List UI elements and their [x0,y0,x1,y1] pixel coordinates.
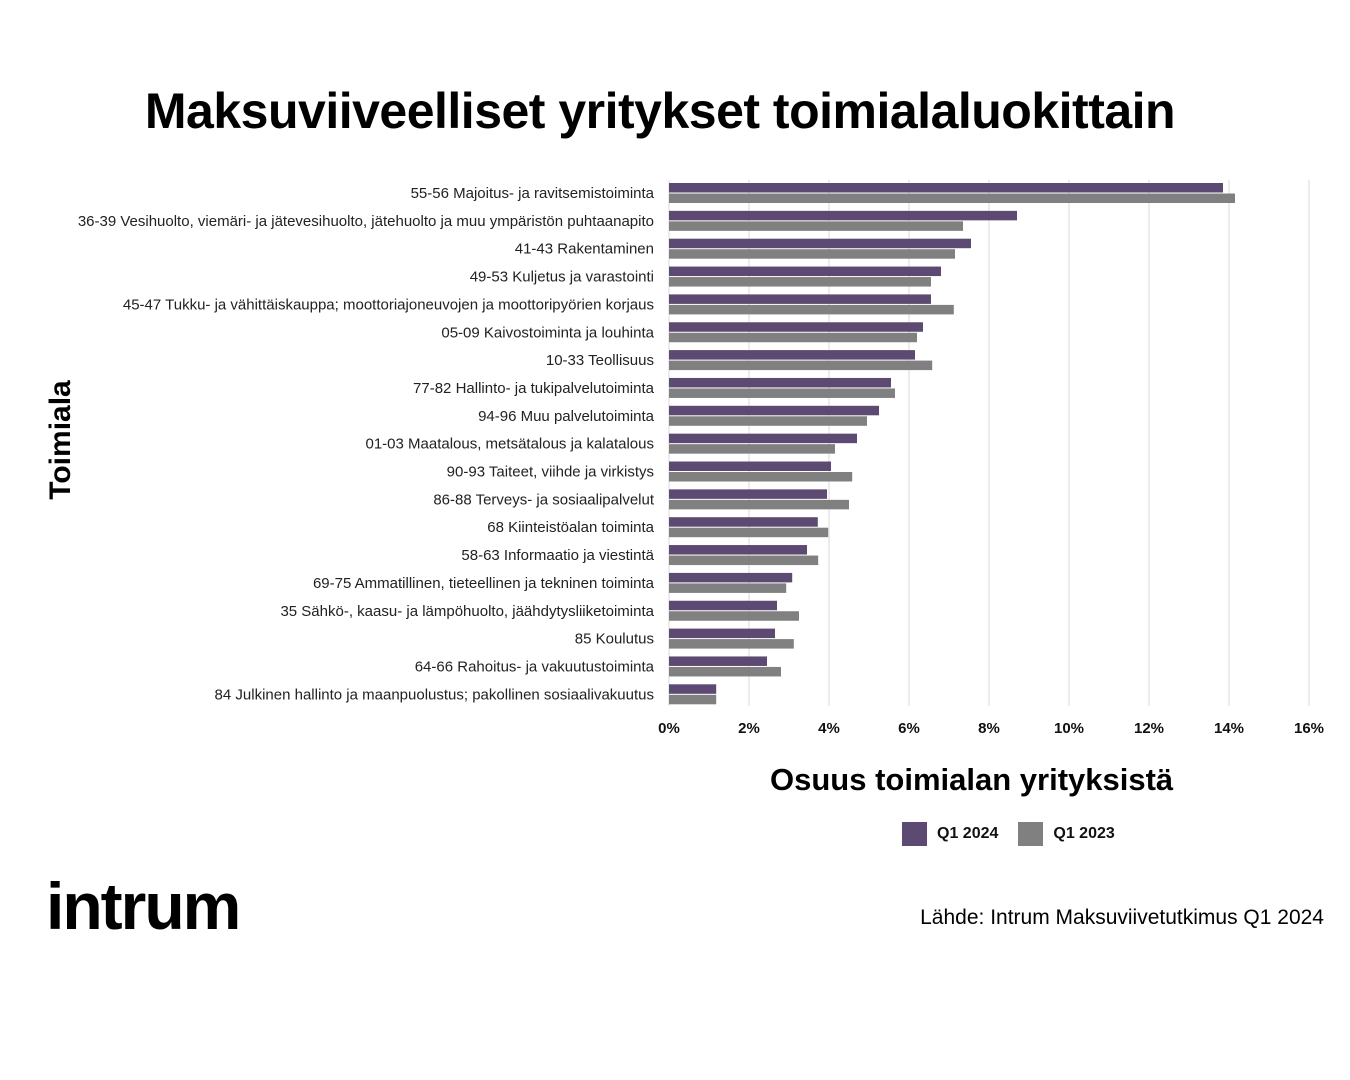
category-label: 85 Koulutus [574,630,654,648]
bar-q1-2024 [669,629,775,639]
bar-q1-2024 [669,656,767,666]
bar-q1-2024 [669,378,891,388]
category-label: 10-33 Teollisuus [545,352,654,370]
bar-q1-2023 [669,194,1235,204]
bar-q1-2024 [669,322,923,332]
legend-label: Q1 2023 [1053,825,1115,842]
category-label: 01-03 Maatalous, metsätalous ja kalatalous [365,435,654,453]
bar-q1-2023 [669,333,917,343]
bar-q1-2024 [669,406,879,416]
category-label: 84 Julkinen hallinto ja maanpuolustus; pakollinen sosiaalivakuutus [214,686,654,704]
bar-q1-2023 [669,416,867,426]
bar-q1-2023 [669,444,835,454]
bar-q1-2024 [669,545,807,555]
category-label: 36-39 Vesihuolto, viemäri- ja jätevesihuolto, jätehuolto ja muu ympäristön puhtaanapito [77,212,654,230]
bar-q1-2023 [669,361,932,371]
legend-label: Q1 2024 [937,825,999,842]
x-tick-label: 6% [898,720,920,737]
legend-item-q1-2023 [1018,822,1114,846]
x-axis-label: Osuus toimialan yrityksistä [770,762,1174,797]
x-tick-label: 12% [1133,720,1165,737]
category-label: 77-82 Hallinto- ja tukipalvelutoiminta [413,379,654,397]
bar-q1-2023 [669,639,794,649]
category-label: 58-63 Informaatio ja viestintä [461,547,654,565]
bar-q1-2024 [669,183,1223,193]
category-label: 55-56 Majoitus- ja ravitsemistoiminta [410,185,654,202]
bar-q1-2023 [669,249,955,259]
bar-q1-2023 [669,277,931,287]
bar-q1-2023 [669,667,781,677]
bar-q1-2024 [669,601,777,611]
bars [669,183,1235,704]
category-label: 94-96 Muu palvelutoiminta [478,407,654,425]
bar-q1-2024 [669,489,827,499]
x-tick-label: 16% [1293,720,1325,737]
chart-title: Maksuviiveelliset yritykset toimialaluokittain [144,83,1176,139]
x-tick-label: 4% [818,720,840,737]
source-note: Lähde: Intrum Maksuviivetutkimus Q1 2024 [920,906,1324,929]
bar-q1-2023 [669,472,852,482]
category-label: 90-93 Taiteet, viihde ja virkistys [446,463,654,481]
bar-q1-2024 [669,239,971,249]
x-tick-label: 0% [658,720,680,737]
bar-q1-2023 [669,500,849,510]
bar-q1-2023 [669,388,895,398]
y-axis-label: Toimiala [44,380,77,500]
bar-q1-2023 [669,695,716,705]
bar-q1-2024 [669,350,915,360]
legend-item-q1-2024 [902,822,998,846]
bar-q1-2024 [669,684,716,694]
bar-q1-2024 [669,294,931,304]
legend [902,822,1115,846]
x-tick-labels [658,720,1324,737]
legend-swatch-q1-2024 [902,822,927,846]
bar-q1-2023 [669,221,963,231]
category-label: 68 Kiinteistöalan toiminta [487,519,654,537]
category-labels [78,185,655,703]
category-label: 69-75 Ammatillinen, tieteellinen ja tekninen toiminta [312,574,654,592]
bar-q1-2023 [669,528,828,538]
category-label: 86-88 Terveys- ja sosiaalipalvelut [433,491,654,509]
category-label: 41-43 Rakentaminen [514,240,654,258]
bar-q1-2023 [669,305,954,315]
intrum-logo: intrum [46,869,240,943]
x-tick-label: 14% [1213,720,1245,737]
category-label: 35 Sähkö-, kaasu- ja lämpöhuolto, jäähdytysliiketoiminta [280,602,654,620]
category-label: 49-53 Kuljetus ja varastointi [469,268,654,286]
bar-q1-2024 [669,573,792,583]
category-label: 05-09 Kaivostoiminta ja louhinta [441,324,654,342]
bar-q1-2024 [669,267,941,277]
bar-q1-2024 [669,434,857,444]
bar-q1-2023 [669,611,799,621]
x-tick-label: 10% [1053,720,1085,737]
category-label: 45-47 Tukku- ja vähittäiskauppa; moottoriajoneuvojen ja moottoripyörien korjaus [122,296,654,314]
bar-q1-2023 [669,583,786,593]
bar-q1-2024 [669,517,818,527]
x-tick-label: 8% [978,720,1000,737]
legend-swatch-q1-2023 [1018,822,1043,846]
bar-q1-2024 [669,211,1017,221]
x-tick-label: 2% [738,720,760,737]
bar-q1-2024 [669,462,831,472]
category-label: 64-66 Rahoitus- ja vakuutustoiminta [414,658,654,676]
bar-q1-2023 [669,556,818,566]
